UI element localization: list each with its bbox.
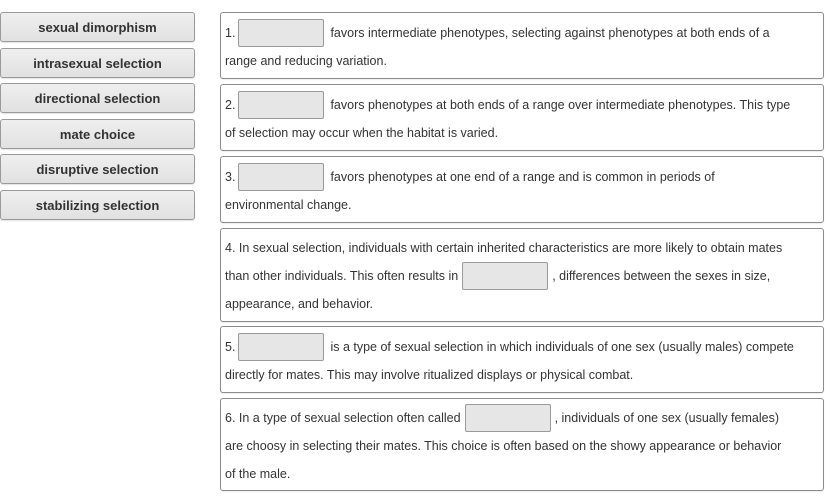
drop-zone-2[interactable] bbox=[238, 91, 324, 119]
question-text: 4. In sexual selection, individuals with certain inherited characteristics are more likely to obtain mates bbox=[225, 241, 783, 255]
question-text: , individuals of one sex (usually females) bbox=[554, 411, 779, 425]
question-text: of the male. bbox=[225, 467, 291, 481]
question-text: favors intermediate phenotypes, selecting against phenotypes at both ends of a bbox=[330, 26, 770, 40]
question-number: 1. bbox=[225, 26, 236, 40]
question-text: environmental change. bbox=[225, 198, 352, 212]
question-text: , differences between the sexes in size, bbox=[552, 269, 771, 283]
question-text: range and reducing variation. bbox=[225, 54, 387, 68]
chip-intrasexual-selection[interactable]: intrasexual selection bbox=[0, 48, 195, 78]
drop-zone-3[interactable] bbox=[238, 163, 324, 191]
chip-stabilizing-selection[interactable]: stabilizing selection bbox=[0, 190, 195, 220]
question-text: directly for mates. This may involve ritualized displays or physical combat. bbox=[225, 368, 634, 382]
chip-mate-choice[interactable]: mate choice bbox=[0, 119, 195, 149]
drop-zone-6[interactable] bbox=[465, 404, 551, 432]
question-1 bbox=[220, 12, 824, 79]
question-5-line-1 bbox=[225, 333, 819, 361]
drop-zone-1[interactable] bbox=[238, 19, 324, 47]
question-number: 5. bbox=[225, 340, 236, 354]
question-6-line-1 bbox=[225, 404, 819, 432]
question-text: 6. In a type of sexual selection often called bbox=[225, 411, 461, 425]
question-4-line-1 bbox=[225, 234, 819, 262]
question-3-line-2 bbox=[225, 191, 819, 219]
question-5 bbox=[220, 326, 824, 393]
question-1-line-2 bbox=[225, 47, 819, 75]
question-text: than other individuals. This often results in bbox=[225, 269, 459, 283]
question-number: 3. bbox=[225, 170, 236, 184]
drop-zone-5[interactable] bbox=[238, 333, 324, 361]
question-1-line-1 bbox=[225, 19, 819, 47]
question-text: of selection may occur when the habitat is varied. bbox=[225, 126, 499, 140]
question-number: 2. bbox=[225, 98, 236, 112]
question-2 bbox=[220, 84, 824, 151]
question-text: is a type of sexual selection in which individuals of one sex (usually males) compete bbox=[330, 340, 794, 354]
drop-zone-4[interactable] bbox=[462, 262, 548, 290]
question-4 bbox=[220, 228, 824, 322]
chip-disruptive-selection[interactable]: disruptive selection bbox=[0, 154, 195, 184]
question-2-line-2 bbox=[225, 119, 819, 147]
question-text: favors phenotypes at one end of a range and is common in periods of bbox=[330, 170, 715, 184]
question-6-line-2 bbox=[225, 432, 819, 460]
question-text: appearance, and behavior. bbox=[225, 297, 374, 311]
question-3 bbox=[220, 156, 824, 223]
question-3-line-1 bbox=[225, 163, 819, 191]
question-4-line-3 bbox=[225, 290, 819, 318]
question-text: favors phenotypes at both ends of a range over intermediate phenotypes. This type bbox=[330, 98, 791, 112]
chip-directional-selection[interactable]: directional selection bbox=[0, 83, 195, 113]
question-6 bbox=[220, 398, 824, 491]
chip-sexual-dimorphism[interactable]: sexual dimorphism bbox=[0, 12, 195, 42]
question-4-line-2 bbox=[225, 262, 819, 290]
question-5-line-2 bbox=[225, 361, 819, 389]
question-text: are choosy in selecting their mates. This choice is often based on the showy appearance or behavior bbox=[225, 439, 782, 453]
question-6-line-3 bbox=[225, 460, 819, 488]
question-2-line-1 bbox=[225, 91, 819, 119]
